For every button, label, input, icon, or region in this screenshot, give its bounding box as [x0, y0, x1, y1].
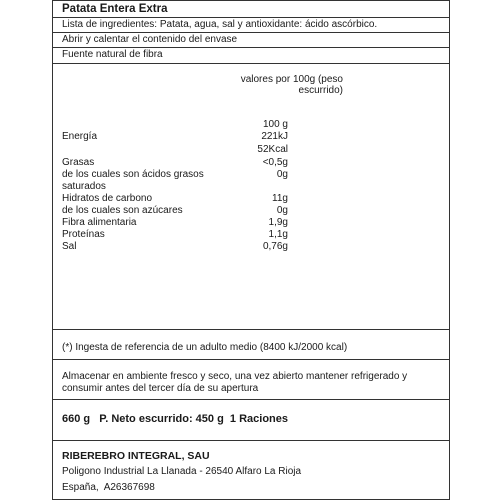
nutrition-label: saturados [62, 181, 106, 192]
nutrition-label: Grasas [62, 157, 95, 168]
nutrition-label: Proteínas [62, 229, 105, 240]
nutrition-value: 52Kcal [257, 144, 288, 155]
nutrition-section [53, 64, 449, 330]
company-section [53, 441, 449, 500]
nutrition-value: 0,76g [262, 241, 288, 252]
net-weight-text: 660 g P. Neto escurrido: 450 g 1 Raciones [62, 413, 288, 425]
nutrition-label: Sal [62, 241, 77, 252]
company-country: España, A26367698 [62, 482, 155, 493]
nutrition-label: de los cuales son ácidos grasos [62, 169, 204, 180]
company-address: Poligono Industrial La Llanada - 26540 Alfaro La Rioja [62, 466, 302, 477]
claim-section [53, 48, 449, 64]
company-name: RIBEREBRO INTEGRAL, SAU [62, 450, 210, 462]
nutrition-value: <0,5g [262, 157, 288, 168]
nutrition-header-line1: valores por 100g (peso [240, 74, 343, 85]
nutrition-value: 1,9g [268, 217, 288, 228]
storage-section [53, 360, 449, 400]
nutrition-value: 221kJ [261, 131, 288, 142]
nutrition-value: 1,1g [268, 229, 288, 240]
reference-section [53, 330, 449, 360]
preparation-text: Abrir y calentar el contenido del envase [62, 34, 238, 45]
ingredients-text: Lista de ingredientes: Patata, agua, sal y antioxidante: ácido ascórbico. [62, 19, 378, 30]
net-weight-section [53, 400, 449, 441]
claim-text: Fuente natural de fibra [62, 49, 163, 60]
reference-text: (*) Ingesta de referencia de un adulto medio (8400 kJ/2000 kcal) [62, 342, 348, 353]
storage-text: Almacenar en ambiente fresco y seco, una vez abierto mantener refrigerado y consumir antes del tercer día de su apertura [62, 371, 408, 394]
preparation-section [53, 33, 449, 48]
nutrition-value: 0g [276, 205, 288, 216]
nutrition-label: Energía [62, 131, 98, 142]
product-title: Patata Entera Extra [62, 3, 168, 15]
nutrition-label: Fibra alimentaria [62, 217, 137, 228]
ingredients-section [53, 18, 449, 33]
nutrition-label: Hidratos de carbono [62, 193, 153, 204]
nutrition-value: 11g [272, 193, 288, 204]
nutrition-header [53, 74, 343, 96]
nutrition-label: de los cuales son azúcares [62, 205, 183, 216]
label-frame [52, 0, 450, 500]
nutrition-serving: 100 g [262, 119, 288, 130]
nutrition-header-line2: escurrido) [298, 85, 343, 96]
title-section [53, 0, 449, 18]
nutrition-value: 0g [276, 169, 288, 180]
